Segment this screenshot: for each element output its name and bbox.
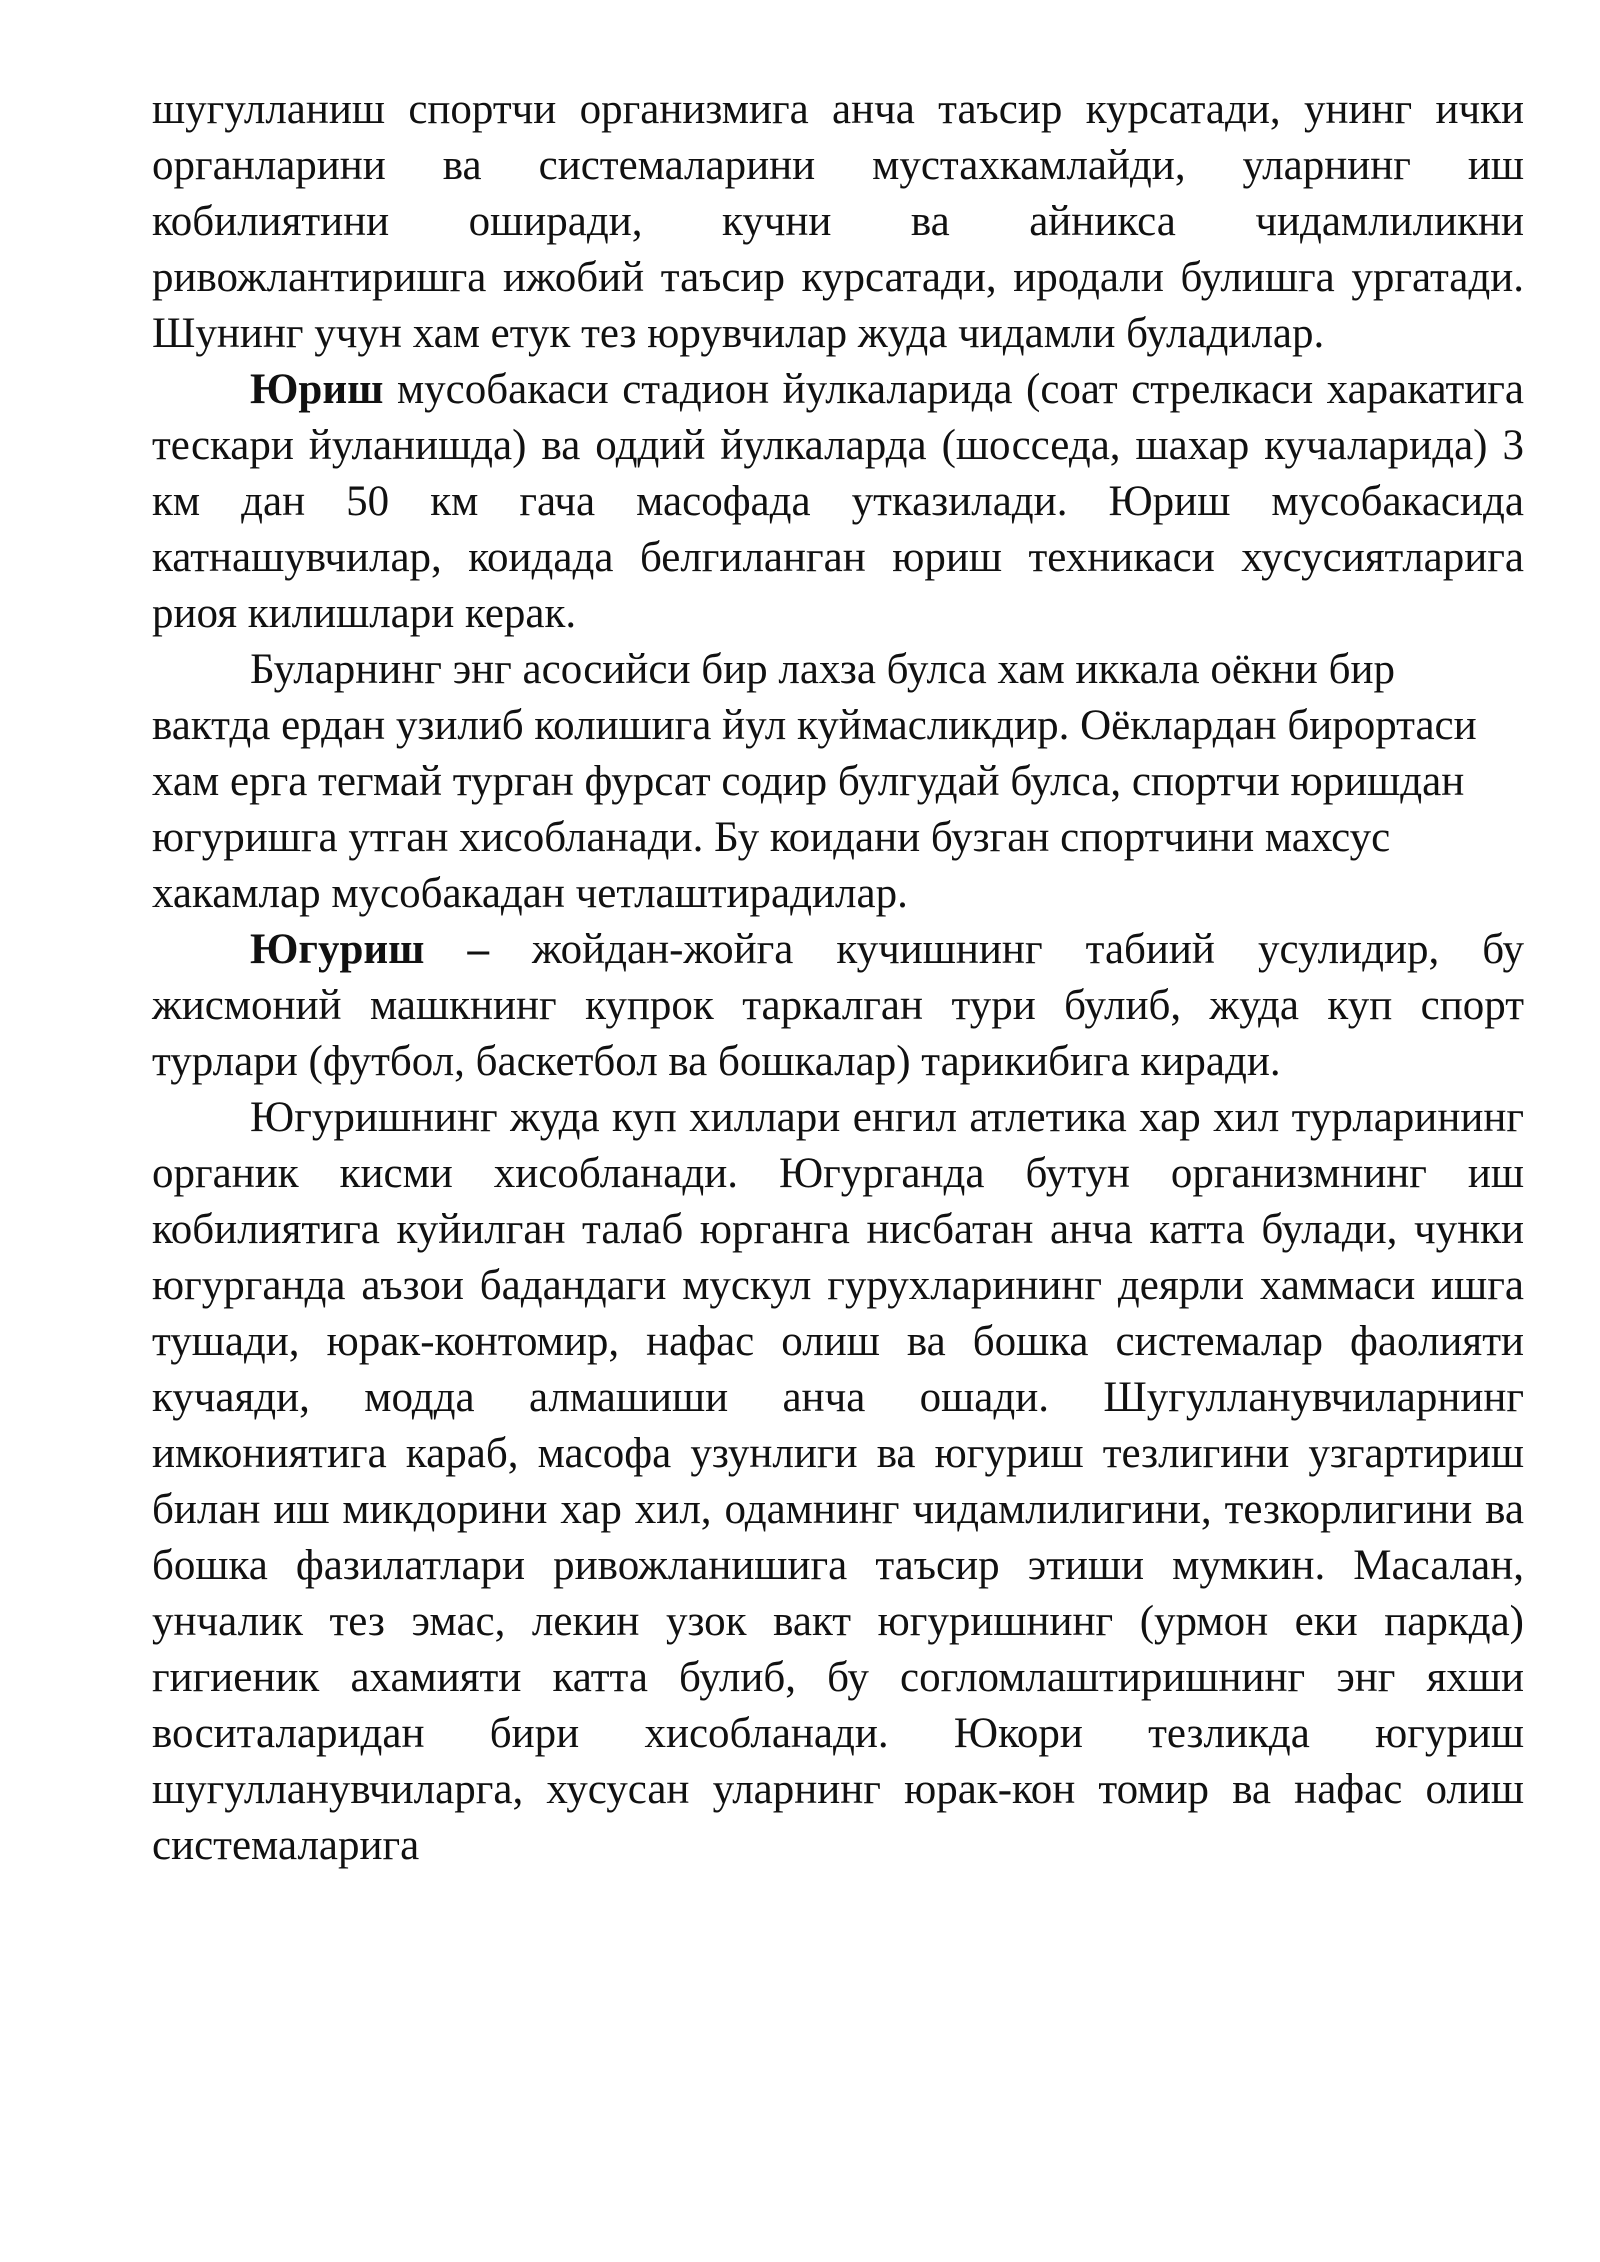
paragraph-running (152, 922, 1524, 1090)
paragraph-text: мусобакаси стадион йулкаларида (соат стрелкаси харакатига тескари йуланишда) ва оддий йулкаларда (шосседа, шахар кучаларида) 3 км дан 50 км гача масофада утказилади. Юриш мусобакасида катнашувчилар, коидада белгиланган юриш техникаси хусусиятларига риоя килишлари керак. (152, 366, 1524, 637)
paragraph-running-types (152, 1090, 1524, 1874)
paragraph-walking (152, 362, 1524, 642)
document-page (152, 82, 1524, 1874)
paragraph-rules (152, 642, 1524, 922)
term-heading: Югуриш – (250, 926, 489, 973)
paragraph-text: Югуришнинг жуда куп хиллари енгил атлетика хар хил турларининг органик кисми хисобланади. Югурганда бутун организмнинг иш кобилиятига куйилган талаб юрганга нисбатан анча катта булади, чунки югурганда аъзои бадандаги мускул гурухларининг деярли хаммаси ишга тушади, юрак-контомир, нафас олиш ва бошка системалар фаолияти кучаяди, модда алмашиши анча ошади. Шугулланувчиларнинг имкониятига караб, масофа узунлиги ва югуриш тезлигини узгартириш билан иш микдорини хар хил, одамнинг чидамлилигини, тезкорлигини ва бошка фазилатлари ривожланишига таъсир этиши мумкин. Масалан, унчалик тез эмас, лекин узок вакт югуришнинг (урмон еки паркда) гигиеник ахамияти катта булиб, бу согломлаштиришнинг энг яхши воситаларидан бири хисобланади. Юкори тезликда югуриш шугулланувчиларга, хусусан уларнинг юрак-кон томир ва нафас олиш системаларига (152, 1094, 1524, 1869)
paragraph-text: шугулланиш спортчи организмига анча таъсир курсатади, унинг ички органларини ва системаларини мустахкамлайди, уларнинг иш кобилиятини оширади, кучни ва айникса чидамлиликни ривожлантиришга ижобий таъсир курсатади, иродали булишга ургатади. Шунинг учун хам етук тез юрувчилар жуда чидамли буладилар. (152, 86, 1524, 357)
paragraph-1 (152, 82, 1524, 362)
paragraph-text: жойдан-жойга кучишнинг табиий усулидир, бу жисмоний машкнинг купрок таркалган тури булиб, жуда куп спорт турлари (футбол, баскетбол ва бошкалар) тарикибига киради. (152, 926, 1524, 1085)
paragraph-text: Буларнинг энг асосийси бир лахза булса хам иккала оёкни бир вактда ердан узилиб колишига йул куймасликдир. Оёклардан бирортаси хам ерга тегмай турган фурсат содир булгудай булса, спортчи юришдан югуришга утган хисобланади. Бу коидани бузган спортчини махсус хакамлар мусобакадан четлаштирадилар. (152, 646, 1477, 917)
term-heading: Юриш (250, 366, 384, 413)
